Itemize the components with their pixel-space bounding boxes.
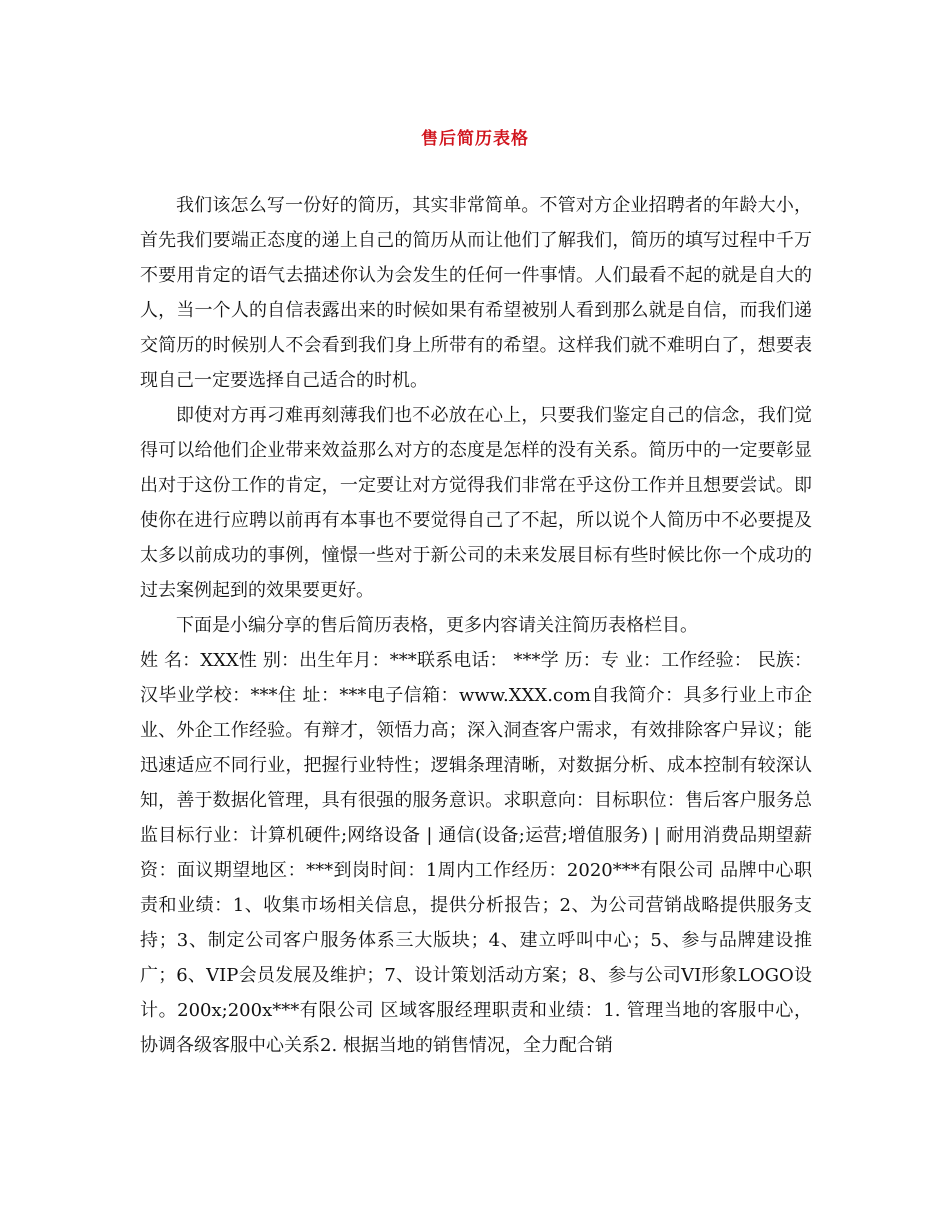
paragraph-attitude: 即使对方再刁难再刻薄我们也不必放在心上，只要我们鉴定自己的信念，我们觉得可以给他们企业带来效益那么对方的态度是怎样的没有关系。简历中的一定要彰显出对于这份工作的肯定，一定要让对方觉得我们非常在乎这份工作并且想要尝试。即使你在进行应聘以前再有本事也不要觉得自己了不起，所以说个人简历中不必要提及太多以前成功的事例，憧憬一些对于新公司的未来发展目标有些时候比你一个成功的过去案例起到的效果要更好。 bbox=[140, 405, 812, 601]
paragraph-lead-in: 下面是小编分享的售后简历表格，更多内容请关注简历表格栏目。 bbox=[176, 615, 698, 636]
paragraph-intro: 我们该怎么写一份好的简历，其实非常简单。不管对方企业招聘者的年龄大小，首先我们要端正态度的递上自己的简历从而让他们了解我们，简历的填写过程中千万不要用肯定的语气去描述你认为会发生的任何一件事情。人们最看不起的就是自大的人，当一个人的自信表露出来的时候如果有希望被别人看到那么就是自信，而我们递交简历的时候别人不会看到我们身上所带有的希望。这样我们就不难明白了，想要表现自己一定要选择自己适合的时机。 bbox=[140, 195, 812, 391]
document-body bbox=[140, 188, 812, 1063]
document-title: 售后简历表格 bbox=[421, 129, 529, 149]
resume-content: 姓 名：XXX性 别：出生年月：***联系电话： ***学 历：专 业：工作经验： 民族：汉毕业学校：***住 址：***电子信箱：www.XXX.com自我简介：具多行业上市企业、外企工作经验。有辩才，领悟力高；深入洞查客户需求，有效排除客户异议；能迅速适应不同行业，把握行业特性；逻辑条理清晰，对数据分析、成本控制有较深认知，善于数据化管理，具有很强的服务意识。求职意向：目标职位：售后客户服务总监目标行业：计算机硬件;网络设备 | 通信(设备;运营;增值服务) | 耐用消费品期望薪资：面议期望地区：***到岗时间：1周内工作经历：2020***有限公司 品牌中心职责和业绩：1、收集市场相关信息，提供分析报告；2、为公司营销战略提供服务支持；3、制定公司客户服务体系三大版块；4、建立呼叫中心；5、参与品牌建设推广；6、VIP会员发展及维护；7、设计策划活动方案；8、参与公司VI形象LOGO设计。200x;200x***有限公司 区域客服经理职责和业绩：1. 管理当地的客服中心，协调各级客服中心关系2. 根据当地的销售情况，全力配合销 bbox=[140, 650, 812, 1056]
